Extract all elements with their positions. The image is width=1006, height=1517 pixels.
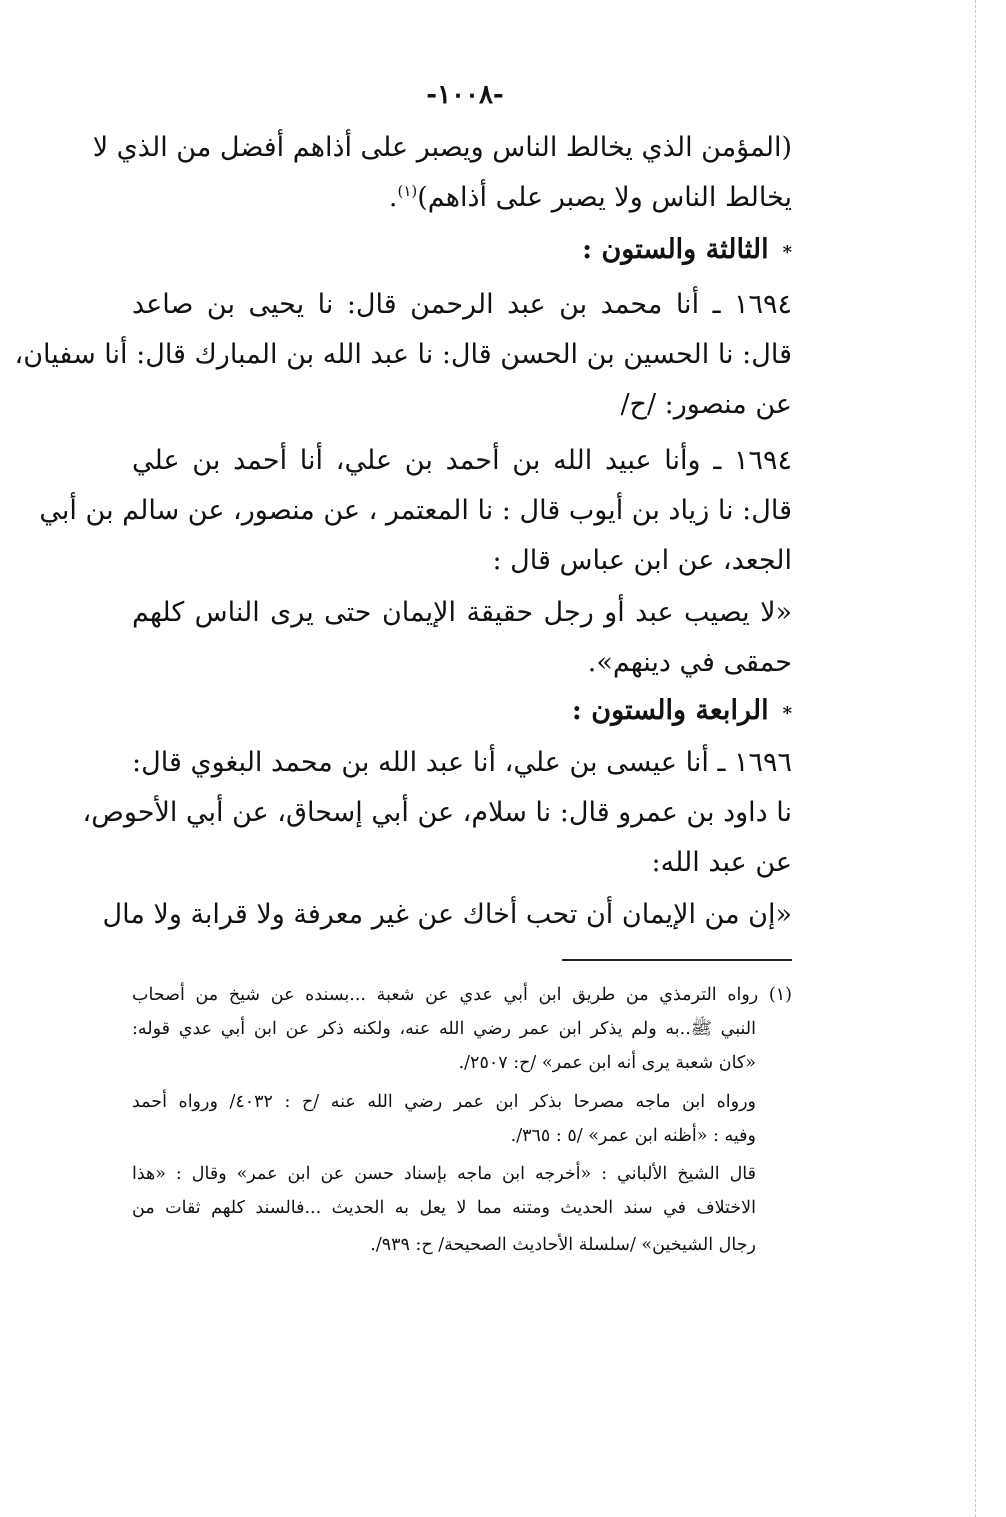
body-line-3: ١٦٩٤ ـ أنا محمد بن عبد الرحمن قال: نا يحيى بن صاعد: [132, 289, 792, 320]
body-line-2: [132, 180, 792, 216]
footnote-line-5: وفيه : «أظنه ابن عمر» /٥ : ٣٦٥/.: [510, 1126, 756, 1146]
body-line-1: (المؤمن الذي يخالط الناس ويصبر على أذاهم أفضل من الذي لا: [92, 132, 792, 163]
footnote-line-7: الاختلاف في سند الحديث ومتنه مما لا يعل به الحديث ...فالسند كلهم ثقات من: [132, 1198, 756, 1218]
footnote-line-8: رجال الشيخين» /سلسلة الأحاديث الصحيحة/ ح: ٩٣٩/.: [370, 1235, 756, 1255]
body-line-6: ١٦٩٤ ـ وأنا عبيد الله بن أحمد بن علي، أنا أحمد بن علي: [132, 445, 792, 476]
footnote-line-4: ورواه ابن ماجه مصرحا بذكر ابن عمر رضي الله عنه /ح : ٤٠٣٢/ ورواه أحمد: [132, 1092, 756, 1112]
body-line-9: «لا يصيب عبد أو رجل حقيقة الإيمان حتى يرى الناس كلهم: [132, 597, 792, 628]
section-heading-63: [132, 232, 792, 271]
body-line-5: عن منصور: /ح/: [620, 389, 792, 420]
star-bullet: *: [782, 242, 792, 263]
star-bullet: *: [782, 703, 792, 724]
body-line-4: قال: نا الحسين بن الحسن قال: نا عبد الله بن المبارك قال: أنا سفيان،: [14, 339, 792, 370]
footnote-line-3: «كان شعبة يرى أنه ابن عمر» /ح: ٢٥٠٧/.: [458, 1053, 756, 1073]
footnote-line-2: النبي ﷺ..به ولم يذكر ابن عمر رضي الله عنه، ولكنه ذكر عن ابن أبي عدي قوله:: [132, 1019, 756, 1039]
footnote-line-1: (١) رواه الترمذي من طريق ابن أبي عدي عن شعبة ...بسنده عن شيخ من أصحاب: [132, 985, 792, 1005]
body-line-12: نا داود بن عمرو قال: نا سلام، عن أبي إسحاق، عن أبي الأحوص،: [82, 797, 792, 828]
body-line-14: «إن من الإيمان أن تحب أخاك عن غير معرفة ولا قرابة ولا مال: [102, 899, 792, 930]
body-line-11: ١٦٩٦ ـ أنا عيسى بن علي، أنا عبد الله بن محمد البغوي قال:: [132, 747, 792, 778]
body-line-8: الجعد، عن ابن عباس قال :: [492, 545, 792, 576]
body-line-13: عن عبد الله:: [651, 847, 792, 878]
page-number: -١٠٠٨-: [426, 80, 504, 110]
footnote-ref-1: (١): [397, 182, 418, 200]
footnote-line-6: قال الشيخ الألباني : «أخرجه ابن ماجه بإسناد حسن عن ابن عمر» وقال : «هذا: [132, 1164, 756, 1184]
body-line-10: حمقى في دينهم».: [587, 647, 792, 678]
body-line-7: قال: نا زياد بن أيوب قال : نا المعتمر ، عن منصور، عن سالم بن أبي: [39, 495, 792, 526]
section-heading-63-text: الثالثة والستون :: [582, 234, 769, 265]
body-line-2-text: يخالط الناس ولا يصبر على أذاهم): [417, 182, 792, 213]
section-heading-64-text: الرابعة والستون :: [571, 695, 769, 726]
section-heading-64: [132, 693, 792, 732]
scan-edge-line: [975, 0, 976, 1517]
body-line-2-end: .: [388, 182, 398, 213]
footnote-separator: [562, 959, 792, 961]
